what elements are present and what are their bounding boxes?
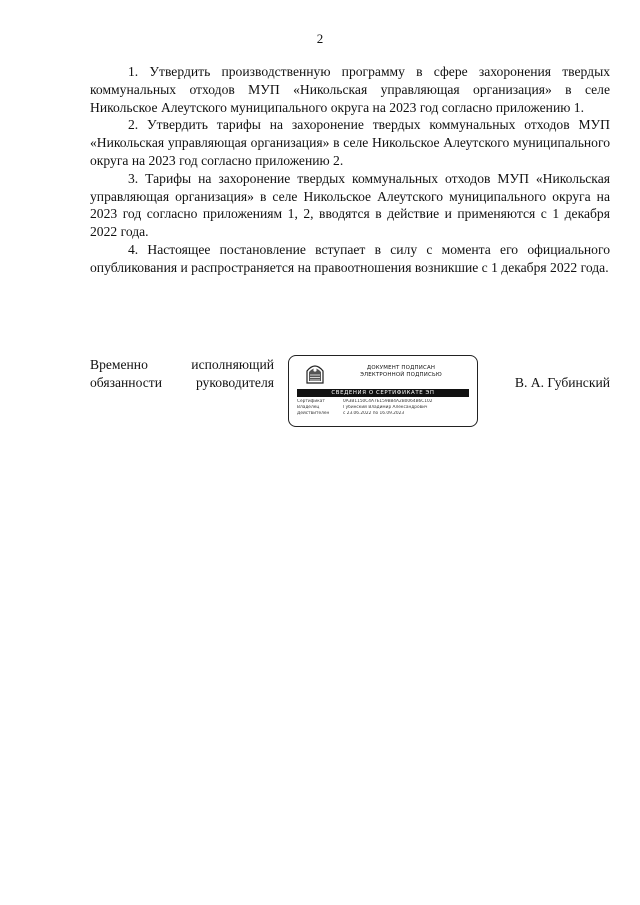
coat-of-arms-icon bbox=[304, 363, 326, 385]
body-text bbox=[90, 63, 610, 277]
stamp-row-value: 0A3B1150C4A7E159B84A2B0064B6C102 bbox=[343, 399, 433, 404]
signer-title-line-1: Временно исполняющий bbox=[90, 357, 274, 372]
signer-title-line-2: обязанности руководителя bbox=[90, 374, 274, 390]
stamp-certificate-bar: СВЕДЕНИЯ О СЕРТИФИКАТЕ ЭП bbox=[297, 389, 469, 397]
signer-title bbox=[90, 356, 274, 392]
stamp-row-value: Губинский Владимир Александрович bbox=[343, 405, 428, 410]
paragraph-2: 2. Утвердить тарифы на захоронение твердых коммунальных отходов МУП «Никольская управляющая организация» в селе Никольское Алеутского муниципального округа на 2023 год согласно приложению 2. bbox=[90, 117, 610, 168]
paragraph-3: 3. Тарифы на захоронение твердых коммунальных отходов МУП «Никольская управляющая организация» в селе Никольское Алеутского муниципального округа на 2023 год согласно приложениям 1, 2, вводятся в действие и применяются с 1 декабря 2022 года. bbox=[90, 170, 610, 240]
signature-block bbox=[90, 352, 610, 432]
stamp-details bbox=[297, 399, 473, 417]
stamp-row-label: Владелец bbox=[297, 405, 320, 410]
paragraph-4: 4. Настоящее постановление вступает в силу с момента его официального опубликования и распространяется на правоотношения возникшие с 1 декабря 2022 года. bbox=[90, 241, 610, 275]
stamp-row-value: с 23.06.2022 по 16.09.2023 bbox=[343, 411, 405, 416]
stamp-heading bbox=[333, 365, 469, 379]
stamp-heading-line-2: ЭЛЕКТРОННОЙ ПОДПИСЬЮ bbox=[360, 372, 442, 378]
page-number: 2 bbox=[316, 31, 324, 46]
signer-name: В. А. Губинский bbox=[514, 375, 610, 390]
stamp-row-label: Сертификат bbox=[297, 399, 325, 404]
stamp-heading-line-1: ДОКУМЕНТ ПОДПИСАН bbox=[366, 365, 436, 371]
stamp-row-validity bbox=[297, 411, 473, 417]
stamp-row-label: Действителен bbox=[297, 411, 330, 416]
paragraph-1: 1. Утвердить производственную программу в сфере захоронения твердых коммунальных отходов МУП «Никольская управляющая организация» в селе Никольское Алеутского муниципального округа на 2023 год согласно приложению 1. bbox=[90, 64, 610, 115]
electronic-signature-stamp bbox=[288, 355, 478, 427]
